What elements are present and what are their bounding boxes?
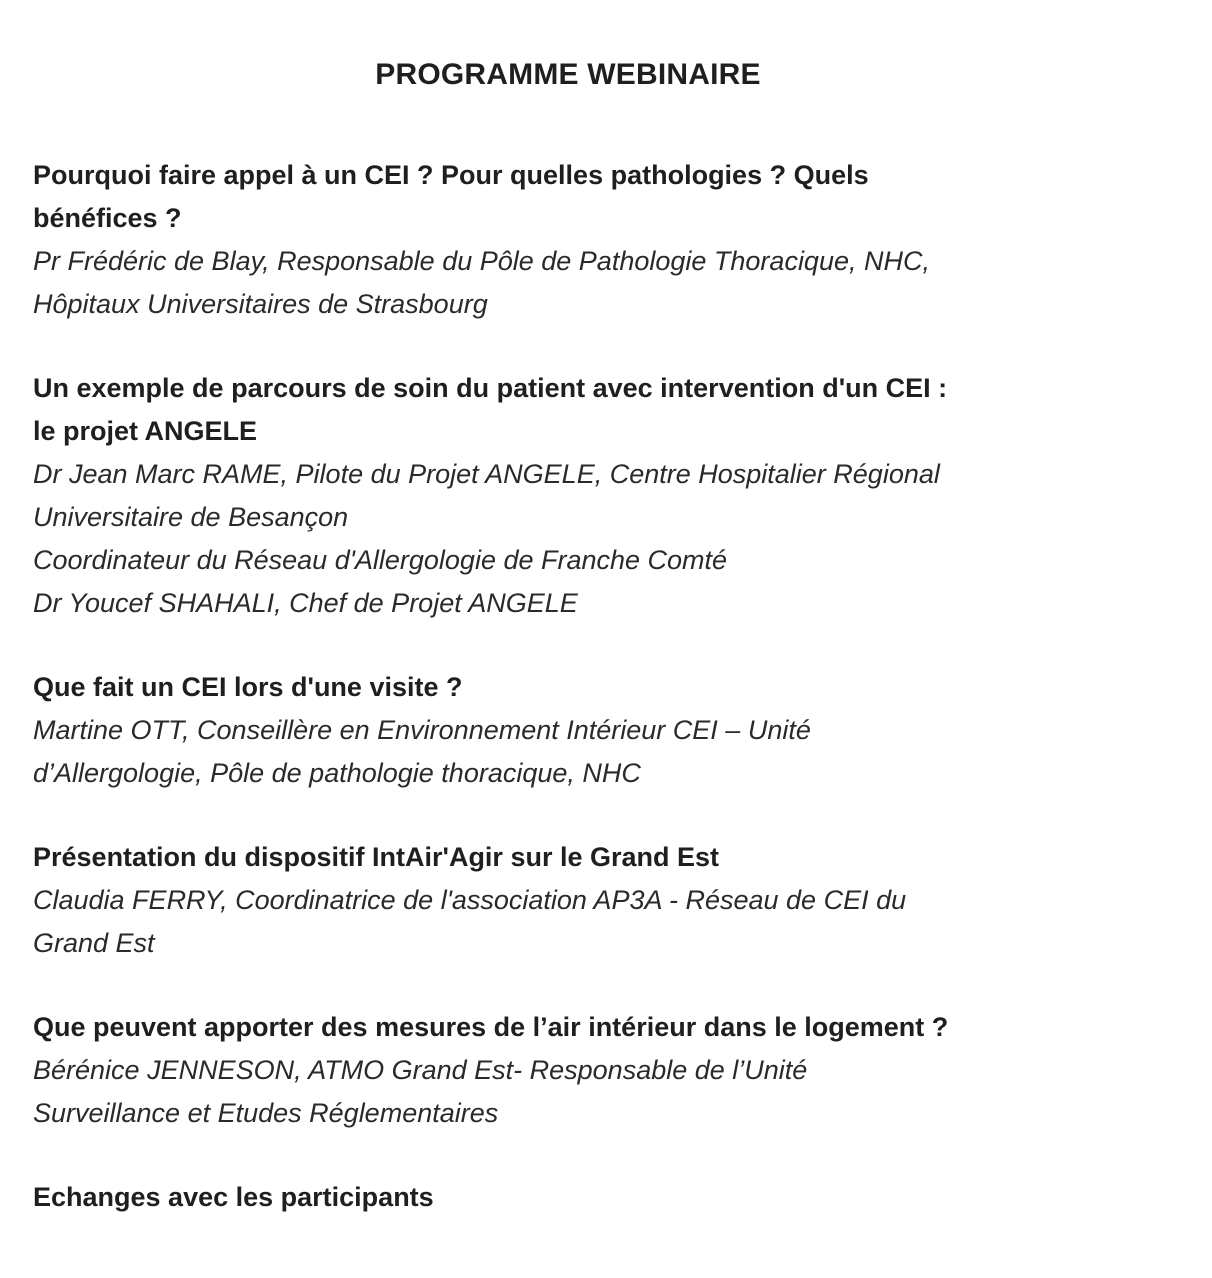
section-title-line: Pourquoi faire appel à un CEI ? Pour quelles pathologies ? Quels <box>33 160 869 190</box>
program-section-1 <box>33 154 1153 326</box>
section-title-line: Un exemple de parcours de soin du patient avec intervention d'un CEI : <box>33 373 948 403</box>
speaker-line: Claudia FERRY, Coordinatrice de l'association AP3A - Réseau de CEI du <box>33 885 907 915</box>
speaker-line: Dr Jean Marc RAME, Pilote du Projet ANGELE, Centre Hospitalier Régional <box>33 459 940 489</box>
speaker-line: Pr Frédéric de Blay, Responsable du Pôle de Pathologie Thoracique, NHC, <box>33 246 930 276</box>
speaker-line: Hôpitaux Universitaires de Strasbourg <box>33 289 488 319</box>
page-title: PROGRAMME WEBINAIRE <box>375 58 761 91</box>
section-title-line: bénéfices ? <box>33 203 182 233</box>
section-title-line: Que peuvent apporter des mesures de l’air intérieur dans le logement ? <box>33 1012 949 1042</box>
speaker-line: Dr Youcef SHAHALI, Chef de Projet ANGELE <box>33 588 578 618</box>
speaker-line: d’Allergologie, Pôle de pathologie thoracique, NHC <box>33 758 641 788</box>
speaker-line: Surveillance et Etudes Réglementaires <box>33 1098 499 1128</box>
section-title-line: Présentation du dispositif IntAir'Agir sur le Grand Est <box>33 842 720 872</box>
program-section-2 <box>33 367 1153 625</box>
program-section-5 <box>33 1006 1153 1135</box>
program-sections <box>33 154 1153 1260</box>
speaker-line: Bérénice JENNESON, ATMO Grand Est- Responsable de l’Unité <box>33 1055 808 1085</box>
section-title-line: Echanges avec les participants <box>33 1182 434 1212</box>
speaker-line: Martine OTT, Conseillère en Environnement Intérieur CEI – Unité <box>33 715 811 745</box>
program-section-3 <box>33 666 1153 795</box>
program-section-4 <box>33 836 1153 965</box>
speaker-line: Grand Est <box>33 928 155 958</box>
section-title-line: Que fait un CEI lors d'une visite ? <box>33 672 463 702</box>
program-section-6 <box>33 1176 1153 1219</box>
speaker-line: Coordinateur du Réseau d'Allergologie de Franche Comté <box>33 545 728 575</box>
section-title-line: le projet ANGELE <box>33 416 258 446</box>
speaker-line: Universitaire de Besançon <box>33 502 349 532</box>
